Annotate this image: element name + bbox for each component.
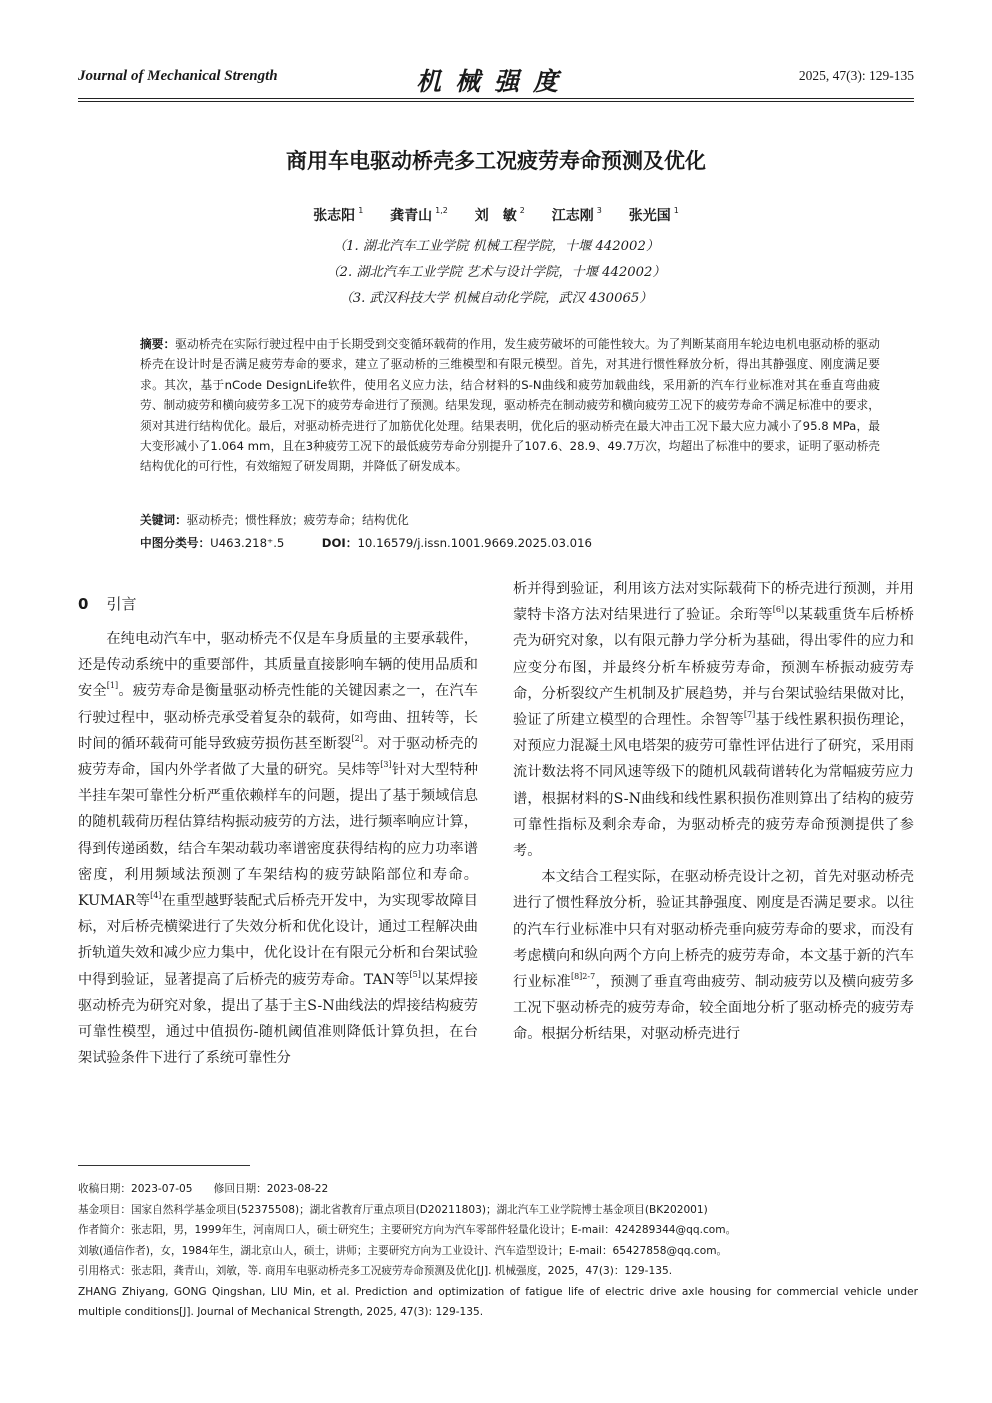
affiliation: （3. 武汉科技大学 机械自动化学院，武汉 430065）: [339, 291, 653, 306]
footnote-dates: 收稿日期：2023-07-05 修回日期：2023-08-22: [78, 1183, 329, 1195]
body-paragraph: 在纯电动汽车中，驱动桥壳不仅是车身质量的主要承载件，还是传动系统中的重要部件，其质量直接影响车辆的使用品质和安全[1]。疲劳寿命是衡量驱动桥壳性能的关键因素之一，在汽车行驶过程中，驱动桥壳承受着复杂的载荷，如弯曲、扭转等，长时间的循环载荷可能导致疲劳损伤甚至断裂[2]。对于驱动桥壳的疲劳寿命，国内外学者做了大量的研究。吴炜等[3]针对大型特种半挂车架可靠性分析严重依赖样车的问题，提出了基于频域信息的随机载荷历程估算结构振动疲劳的方法，进行频率响应计算，得到传递函数，结合车架动载功率谱密度获得结构的应力功率谱密度，利用频域法预测了车架结构的疲劳缺陷部位和寿命。KUMAR等[4]在重型越野装配式后桥壳开发中，为实现零故障目标，对后桥壳横梁进行了失效分析和优化设计，通过工程解决曲折轨道失效和减少应力集中，优化设计在有限元分析和台架试验中得到验证，显著提高了后桥壳的疲劳寿命。TAN等[5]以某焊接驱动桥壳为研究对象，提出了基于主S-N曲线法的焊接结构疲劳可靠性模型，通过中值损伤-随机阈值准则降低计算负担，在台架试验条件下进行了系统可靠性分: [78, 631, 478, 1067]
section-number: 0: [78, 595, 89, 613]
section-heading: [78, 593, 136, 614]
abstract-text: 驱动桥壳在实际行驶过程中由于长期受到交变循环载荷的作用，发生疲劳破坏的可能性较大。为了判断某商用车轮边电机电驱动桥的驱动桥壳在设计时是否满足疲劳寿命的要求，建立了驱动桥的三维模型和有限元模型。首先，对其进行惯性释放分析，得出其静强度、刚度满足要求。其次，基于nCode DesignLife软件，使用名义应力法，结合材料的S-N曲线和疲劳加载曲线，采用新的汽车行业标准对其在垂直弯曲疲劳、制动疲劳和横向疲劳多工况下的疲劳寿命进行了预测。结果发现，驱动桥壳在制动疲劳和横向疲劳工况下的疲劳寿命不满足标准中的要求，须对其进行结构优化。最后，对驱动桥壳进行了加筋优化处理。结果表明，优化后的驱动桥壳在最大冲击工况下最大应力减小了95.8 MPa，最大变形减小了1.064 mm，且在3种疲劳工况下的最低疲劳寿命分别提升了107.6、28.9、49.7万次，均超出了标准中的要求，证明了驱动桥壳结构优化的可行性，有效缩短了研发周期，并降低了研发成本。: [140, 337, 880, 474]
author: 张志阳 $^1$: [313, 206, 364, 224]
affiliation: （2. 湖北汽车工业学院 艺术与设计学院，十堰 442002）: [326, 265, 666, 280]
journal-name-en: Journal of Mechanical Strength: [78, 68, 278, 84]
issue-info: 2025, 47(3): 129-135: [798, 68, 914, 83]
footnotes: [78, 1179, 918, 1323]
body-column-left: [78, 626, 478, 1071]
footnote-author: 刘敏(通信作者)，女，1984年生，湖北京山人，硕士，讲师；主要研究方向为工业设计、汽车造型设计；E-mail：65427858@qq.com。: [78, 1244, 728, 1257]
keywords: [140, 512, 409, 528]
citation: [7]: [743, 710, 756, 720]
journal-name-cn: 机械强度: [416, 67, 573, 96]
footnote-citation-cn: 引用格式：张志阳，龚青山，刘敏，等. 商用车电驱动桥壳多工况疲劳寿命预测及优化[J]. 机械强度，2025，47(3)：129-135.: [78, 1265, 673, 1277]
body-paragraph: 本文结合工程实际，在驱动桥壳设计之初，首先对驱动桥壳进行了惯性释放分析，验证其静强度、刚度是否满足要求。以往的汽车行业标准中只有对驱动桥壳垂向疲劳寿命的要求，而没有考虑横向和纵向两个方向上桥壳的疲劳寿命，本文基于新的汽车行业标准$^{[8]2-7}$，预测了垂直弯曲疲劳、制动疲劳以及横向疲劳多工况下驱动桥壳的疲劳寿命，较全面地分析了驱动桥壳的疲劳寿命。根据分析结果，对驱动桥壳进行: [513, 869, 914, 1043]
author: 江志刚 $^3$: [551, 206, 602, 224]
classification-line: [140, 535, 592, 551]
citation: [8]2-7: [570, 972, 596, 982]
paper-title: 商用车电驱动桥壳多工况疲劳寿命预测及优化: [286, 149, 706, 173]
body-paragraph: 析并得到验证，利用该方法对实际载荷下的桥壳进行预测，并用蒙特卡洛方法对结果进行了验证。余珩等[6]以某载重货车后桥桥壳为研究对象，以有限元静力学分析为基础，得出零件的应力和应变分布图，并最终分析车桥疲劳寿命，预测车桥振动疲劳寿命，分析裂纹产生机制及扩展趋势，并与台架试验结果做对比，验证了所建立模型的合理性。余智等[7]基于线性累积损伤理论，对预应力混凝土风电塔架的疲劳可靠性评估进行了研究，采用雨流计数法将不同风速等级下的随机风载荷谱转化为常幅疲劳应力谱，根据材料的S-N曲线和线性累积损伤准则算出了结构的疲劳可靠性指标及剩余寿命，为驱动桥壳的疲劳寿命预测提供了参考。: [513, 581, 914, 860]
section-title: 引言: [106, 595, 137, 613]
doi-label: DOI：: [321, 536, 358, 550]
citation: [4]: [150, 891, 162, 901]
footnote-citation-en: ZHANG Zhiyang, GONG Qingshan, LIU Min, et al. Prediction and optimization of fatigue life of electric drive axle housing for commercial vehicle under multiple conditions[J]. Journal of Mechanical Strength, 2025, 47(3): 129-135.: [78, 1285, 918, 1318]
keywords-label: 关键词：: [140, 513, 187, 527]
footnote-fund: 基金项目：国家自然科学基金项目(52375508)；湖北省教育厅重点项目(D20211803)；湖北汽车工业学院博士基金项目(BK202001): [78, 1203, 708, 1216]
keywords-text: 驱动桥壳；惯性释放；疲劳寿命；结构优化: [186, 513, 409, 527]
clc-code: U463.218⁺.5: [210, 536, 285, 550]
citation: [1]: [106, 681, 119, 691]
author-list: [78, 205, 914, 225]
doi-value: 10.16579/j.issn.1001.9669.2025.03.016: [357, 536, 592, 550]
abstract: [140, 334, 880, 477]
citation: [6]: [772, 605, 785, 615]
abstract-label: 摘要：: [140, 337, 176, 351]
author: 张光国 $^1$: [628, 206, 679, 224]
citation: [5]: [409, 969, 421, 979]
header-rule-thin: [78, 101, 914, 102]
header-rule-thick: [78, 98, 914, 99]
citation: [2]: [351, 733, 363, 743]
author: 刘 敏 $^2$: [474, 206, 525, 224]
citation: [3]: [380, 760, 392, 770]
author: 龚青山 $^{1,2}$: [390, 206, 448, 224]
body-column-right: [513, 576, 914, 1048]
footnote-author: 作者简介：张志阳，男，1999年生，河南周口人，硕士研究生；主要研究方向为汽车零部件轻量化设计；E-mail：424289344@qq.com。: [78, 1224, 737, 1236]
clc-label: 中图分类号：: [140, 536, 211, 550]
footnote-rule: [78, 1165, 250, 1166]
affiliation: （1. 湖北汽车工业学院 机械工程学院，十堰 442002）: [332, 239, 660, 254]
running-header: [78, 62, 914, 96]
